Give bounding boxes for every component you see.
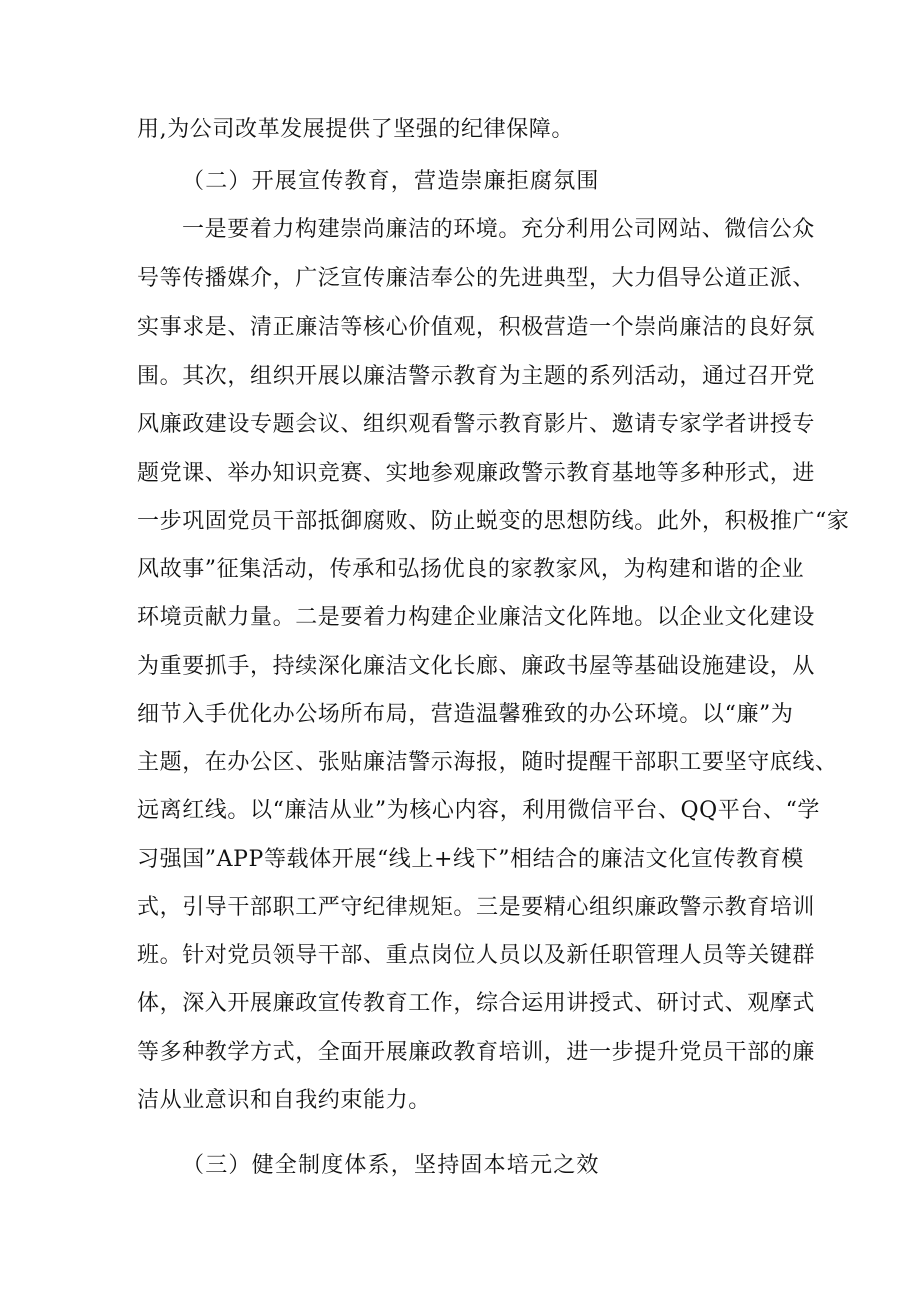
text-line: 习强国”APP等载体开展“线上+线下”相结合的廉洁文化宣传教育模 <box>137 847 804 872</box>
text-line: 远离红线。以“廉洁从业”为核心内容，利用微信平台、QQ平台、“学 <box>137 798 821 823</box>
text-line: 细节入手优化办公场所布局，营造温馨雅致的办公环境。以“廉”为 <box>137 702 794 727</box>
text-line: 风故事”征集活动，传承和弘扬优良的家教家风，为构建和谐的企业 <box>137 557 805 582</box>
text-line: 班。针对党员领导干部、重点岗位人员以及新任职管理人员等关键群 <box>137 943 816 968</box>
text-line: 用,为公司改革发展提供了坚强的纪律保障。 <box>137 117 574 142</box>
text-line: 等多种教学方式，全面开展廉政教育培训，进一步提升党员干部的廉 <box>137 1040 816 1065</box>
text-line: 为重要抓手，持续深化廉洁文化长廊、廉政书屋等基础设施建设，从 <box>137 654 816 679</box>
text-line: 体，深入开展廉政宣传教育工作，综合运用讲授式、研讨式、观摩式 <box>137 991 816 1016</box>
text-line: 环境贡献力量。二是要着力构建企业廉洁文化阵地。以企业文化建设 <box>137 605 816 630</box>
text-line: 一步巩固党员干部抵御腐败、防止蜕变的思想防线。此外，积极推广“家 <box>137 509 850 534</box>
section-heading-3: （三）健全制度体系，坚持固本培元之效 <box>182 1153 600 1178</box>
text-line: 洁从业意识和自我约束能力。 <box>137 1088 431 1113</box>
section-heading-2: （二）开展宣传教育，营造崇廉拒腐氛围 <box>182 169 600 194</box>
text-line: 围。其次，组织开展以廉洁警示教育为主题的系列活动，通过召开党 <box>137 364 816 389</box>
text-line: 风廉政建设专题会议、组织观看警示教育影片、邀请专家学者讲授专 <box>137 412 816 437</box>
text-line: 式，引导干部职工严守纪律规矩。三是要精心组织廉政警示教育培训 <box>137 895 816 920</box>
text-line: 号等传播媒介，广泛宣传廉洁奉公的先进典型，大力倡导公道正派、 <box>137 266 816 291</box>
text-line: 题党课、举办知识竞赛、实地参观廉政警示教育基地等多种形式，进 <box>137 461 816 486</box>
text-line: 实事求是、清正廉洁等核心价值观，积极营造一个崇尚廉洁的良好氛 <box>137 315 816 340</box>
text-line: 一是要着力构建崇尚廉洁的环境。充分利用公司网站、微信公众 <box>182 217 815 242</box>
text-line: 主题，在办公区、张贴廉洁警示海报，随时提醒干部职工要坚守底线、 <box>137 750 838 775</box>
